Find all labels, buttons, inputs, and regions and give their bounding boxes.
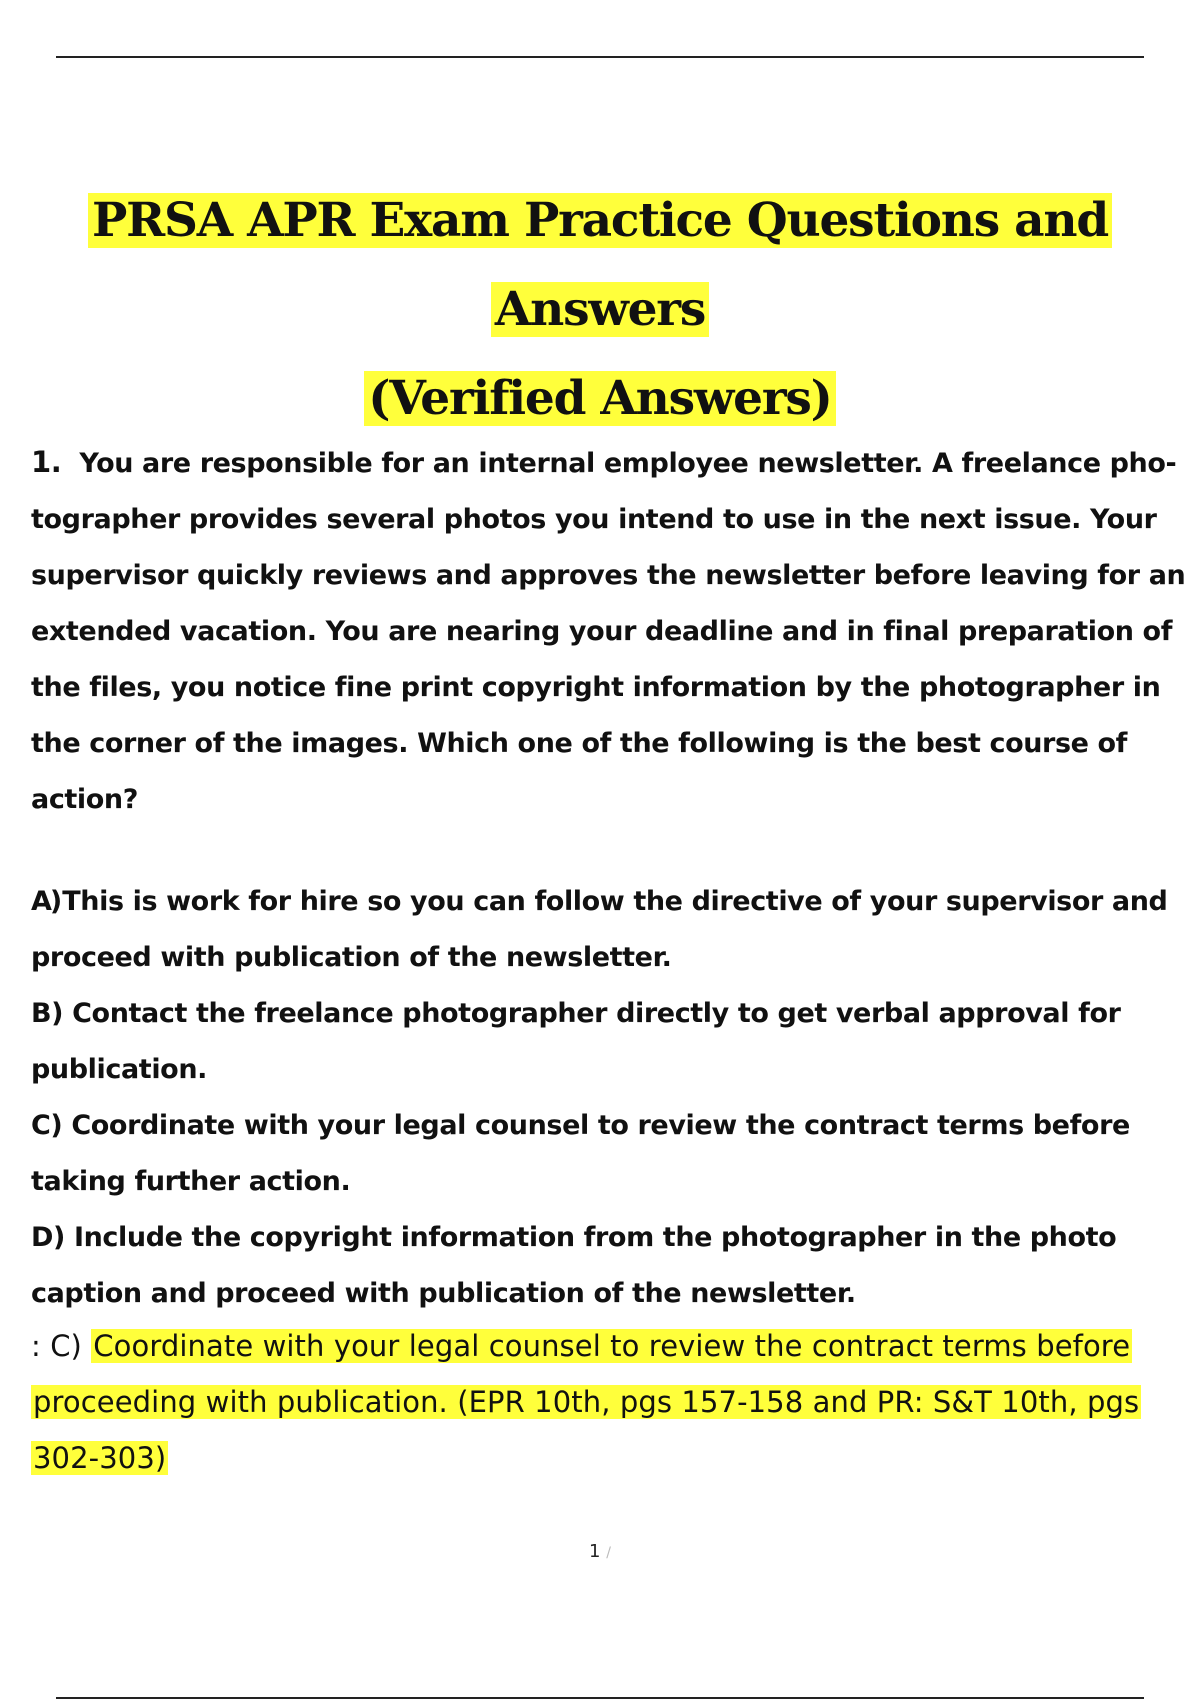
option-letter: C) <box>31 1110 63 1141</box>
title-line-2 <box>0 354 1200 443</box>
title-highlight-2: (Verified Answers) <box>364 371 835 426</box>
answer-block <box>31 1318 1196 1486</box>
page-number <box>0 1541 1200 1562</box>
question-number: 1. <box>31 445 62 479</box>
option-a <box>31 874 1196 986</box>
page-number-suffix: / <box>606 1545 611 1561</box>
document-title <box>0 176 1200 443</box>
top-divider <box>56 56 1144 58</box>
answer-highlight: Coordinate with your legal counsel to review the contract terms before proceeding with publication. (EPR 10th, pgs 157-158 and PR: S&T 10th, pgs 302-303) <box>33 1329 1140 1475</box>
title-highlight-1: PRSA APR Exam Practice Questions and Answers <box>88 193 1112 337</box>
answer-prefix: : C) <box>31 1329 82 1363</box>
option-text: Coordinate with your legal counsel to review the contract terms before taking further action. <box>31 1110 1130 1197</box>
option-b <box>31 986 1196 1098</box>
page-number-value: 1 <box>589 1541 601 1562</box>
option-text: This is work for hire so you can follow the directive of your supervisor and proceed with publication of the newsletter. <box>31 886 1168 973</box>
question-text: You are responsible for an internal employee newsletter. A freelance pho- tographer provides several photos you intend to use in the next issue. Your supervisor quickly reviews and approves the newsletter before leaving for an extended vacation. You are nearing your deadline and in final preparation of the files, you notice fine print copyright information by the photographer in the corner of the images. Which one of the following is the best course of action? <box>31 448 1186 815</box>
question-block <box>31 434 1196 828</box>
answer-options <box>31 874 1196 1322</box>
bottom-divider <box>56 1697 1144 1699</box>
option-letter: A) <box>31 886 61 917</box>
option-text: Contact the freelance photographer directly to get verbal approval for publication. <box>31 998 1121 1085</box>
option-letter: B) <box>31 998 64 1029</box>
option-d <box>31 1210 1196 1322</box>
option-c <box>31 1098 1196 1210</box>
option-text: Include the copyright information from the photographer in the photo caption and proceed with publication of the newsletter. <box>31 1222 1117 1309</box>
title-line-1 <box>0 176 1200 354</box>
option-letter: D) <box>31 1222 65 1253</box>
